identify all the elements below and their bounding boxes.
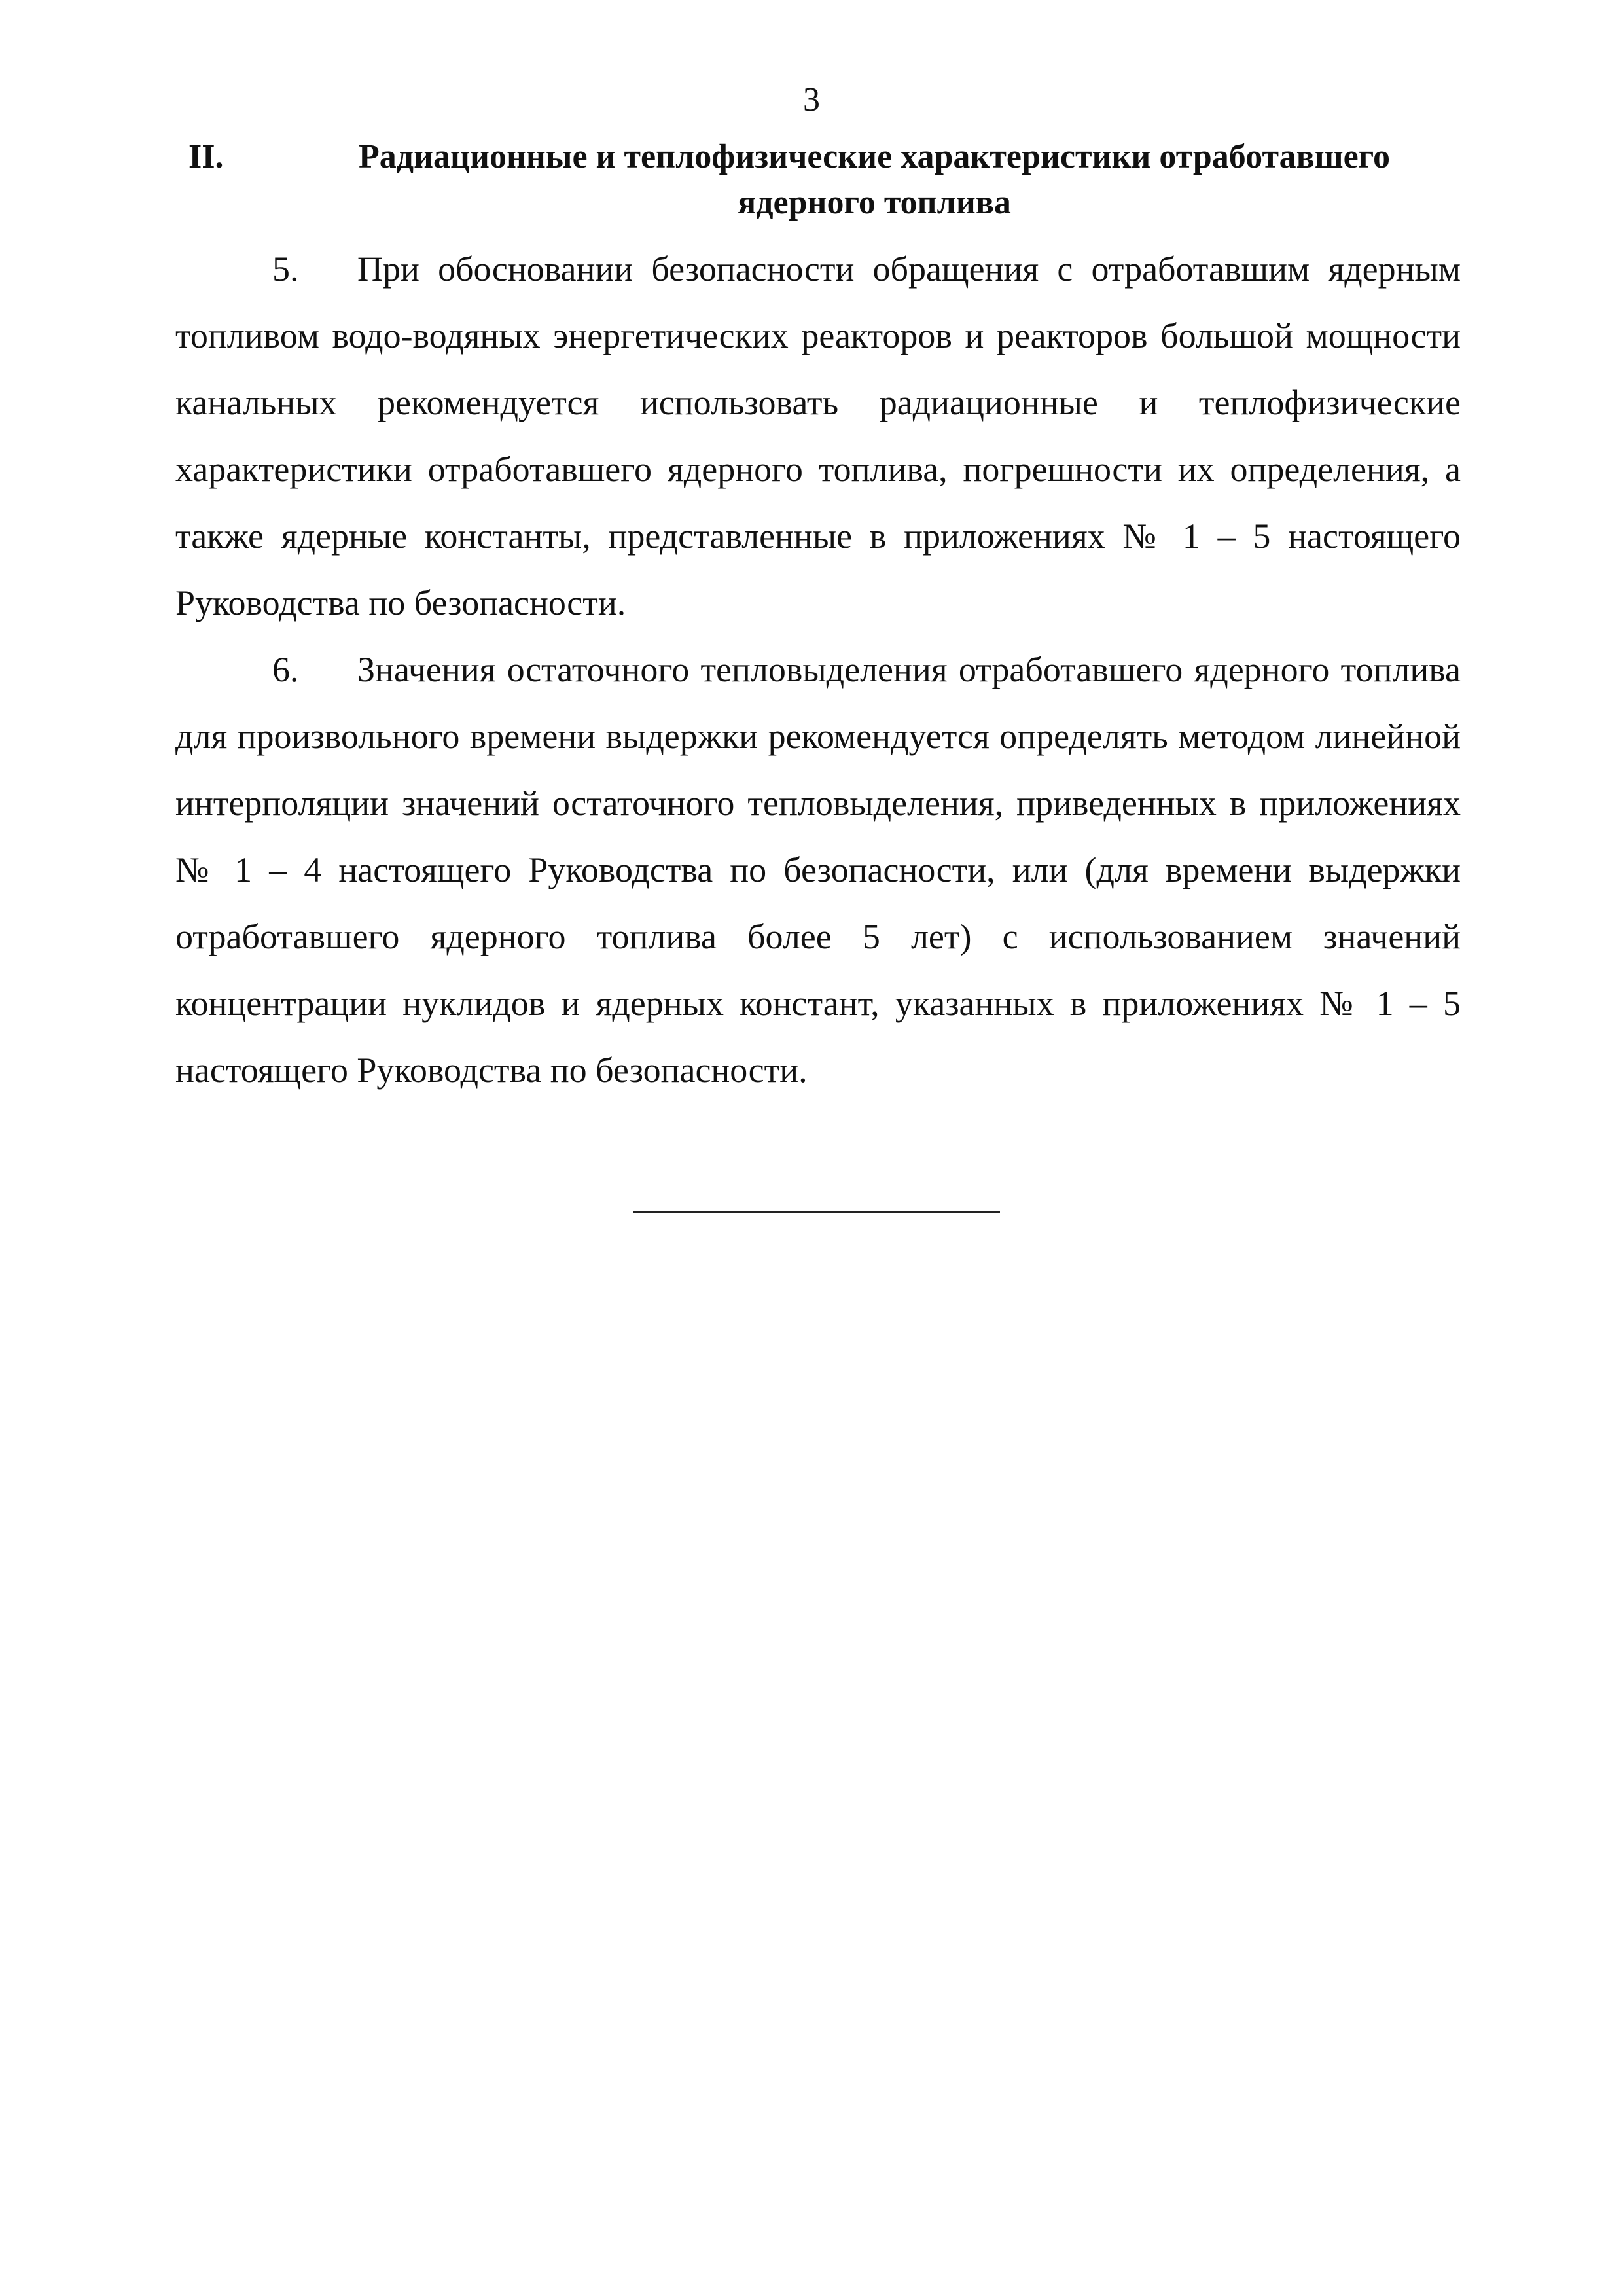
paragraph-number: 5.	[272, 249, 299, 289]
page-number: 3	[803, 81, 820, 118]
document-body	[175, 236, 1461, 1103]
paragraph-text: Значения остаточного тепловыделения отработавшего ядерного топлива для произвольного времени выдержки рекомендуется определять методом линейной интерполяции значений остаточного тепловыделения, приведенных в приложениях № 1 – 4 настоящего Руководства по безопасности, или (для времени выдержки отработавшего ядерного топлива более 5 лет) с использованием значений концентрации нуклидов и ядерных констант, указанных в приложениях № 1 – 5 настоящего Руководства по безопасности.	[175, 650, 1461, 1090]
paragraph-6	[175, 636, 1461, 1103]
section-heading	[188, 134, 1461, 226]
paragraph-5	[175, 236, 1461, 636]
section-number: II.	[188, 138, 224, 175]
paragraph-number: 6.	[272, 650, 299, 689]
paragraph-text: При обосновании безопасности обращения с отработавшим ядерным топливом водо-водяных энергетических реакторов и реакторов большой мощности канальных рекомендуется использовать радиационные и теплофизические характеристики отработавшего ядерного топлива, погрешности их определения, а также ядерные константы, представленные в приложениях № 1 – 5 настоящего Руководства по безопасности.	[175, 249, 1461, 622]
end-of-text-rule	[633, 1211, 1000, 1213]
section-title: Радиационные и теплофизические характеристики отработавшего ядерного топлива	[359, 138, 1390, 221]
